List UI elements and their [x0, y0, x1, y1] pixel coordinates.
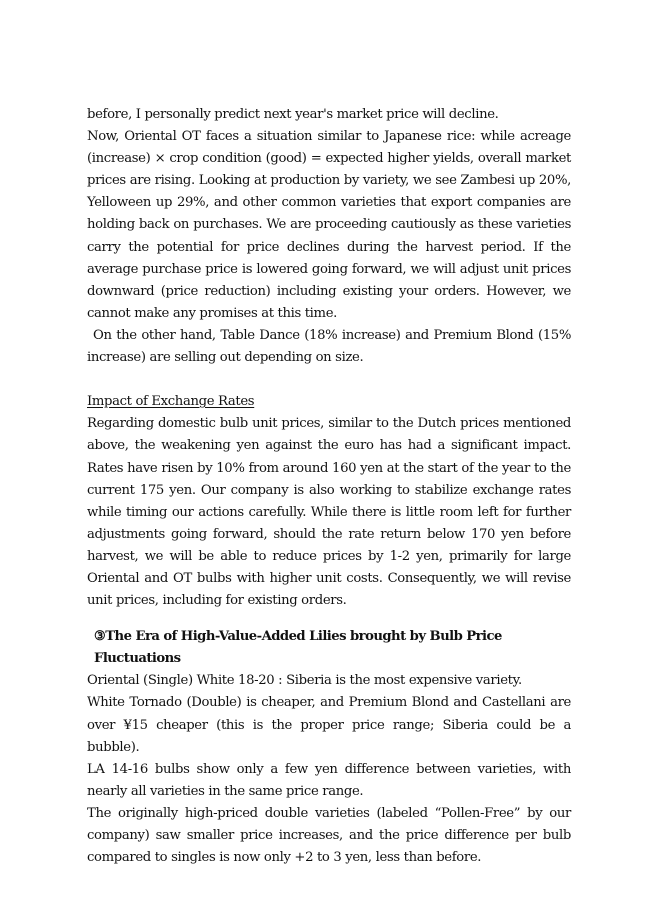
paragraph-white-tornado: White Tornado (Double) is cheaper, and Premium Blond and Castellani are over ¥15 cheaper (this is the proper price range; Siberia could be a bubble). [87, 695, 571, 755]
paragraph-double-varieties: The originally high-priced double varieties (labeled “Pollen-Free” by our company) saw smaller price increases, and the price difference per bulb compared to singles is now only +2 to 3 yen, less than before. [87, 805, 571, 866]
paragraph-exchange-rates: Regarding domestic bulb unit prices, similar to the Dutch prices mentioned above, the weakening yen against the euro has had a significant impact. Rates have risen by 10% from around 160 yen at the start of the year to the current 175 yen. Our company is also working to stabilize exchange rates while timing our actions carefully. While there is little room left for further adjustments going forward, should the rate return below 170 yen before harvest, we will be able to reduce prices by 1-2 yen, primarily for large Oriental and OT bulbs with higher unit costs. Consequently, we will revise unit prices, including for existing orders. [87, 416, 571, 609]
section-heading-high-value-lilies: ③The Era of High-Value-Added Lilies brought by Bulb Price Fluctuations [94, 629, 502, 667]
section-heading-exchange-rates: Impact of Exchange Rates [87, 394, 255, 410]
paragraph-table-dance: On the other hand, Table Dance (18% increase) and Premium Blond (15% increase) are selling out depending on size. [87, 327, 571, 366]
paragraph-la-bulbs: LA 14-16 bulbs show only a few yen difference between varieties, with nearly all varieties in the same price range. [87, 761, 571, 799]
paragraph-oriental-single: Oriental (Single) White 18-20 : Siberia is the most expensive variety. [87, 673, 522, 689]
paragraph-oriental-ot: Now, Oriental OT faces a situation similar to Japanese rice: while acreage (increase) × crop condition (good) = expected higher yields, overall market prices are rising. Looking at production by variety, we see Zambesi up 20%, Yelloween up 29%, and other common varieties that export companies are holding back on purchases. We are proceeding cautiously as these varieties carry the potential for price declines during the harvest period. If the average purchase price is lowered going forward, we will adjust unit prices downward (price reduction) including existing your orders. However, we cannot make any promises at this time. [87, 129, 571, 321]
document-page [87, 104, 571, 869]
spacer [87, 369, 571, 391]
spacer [87, 612, 571, 626]
paragraph-market-decline: before, I personally predict next year's market price will decline. [87, 107, 499, 122]
